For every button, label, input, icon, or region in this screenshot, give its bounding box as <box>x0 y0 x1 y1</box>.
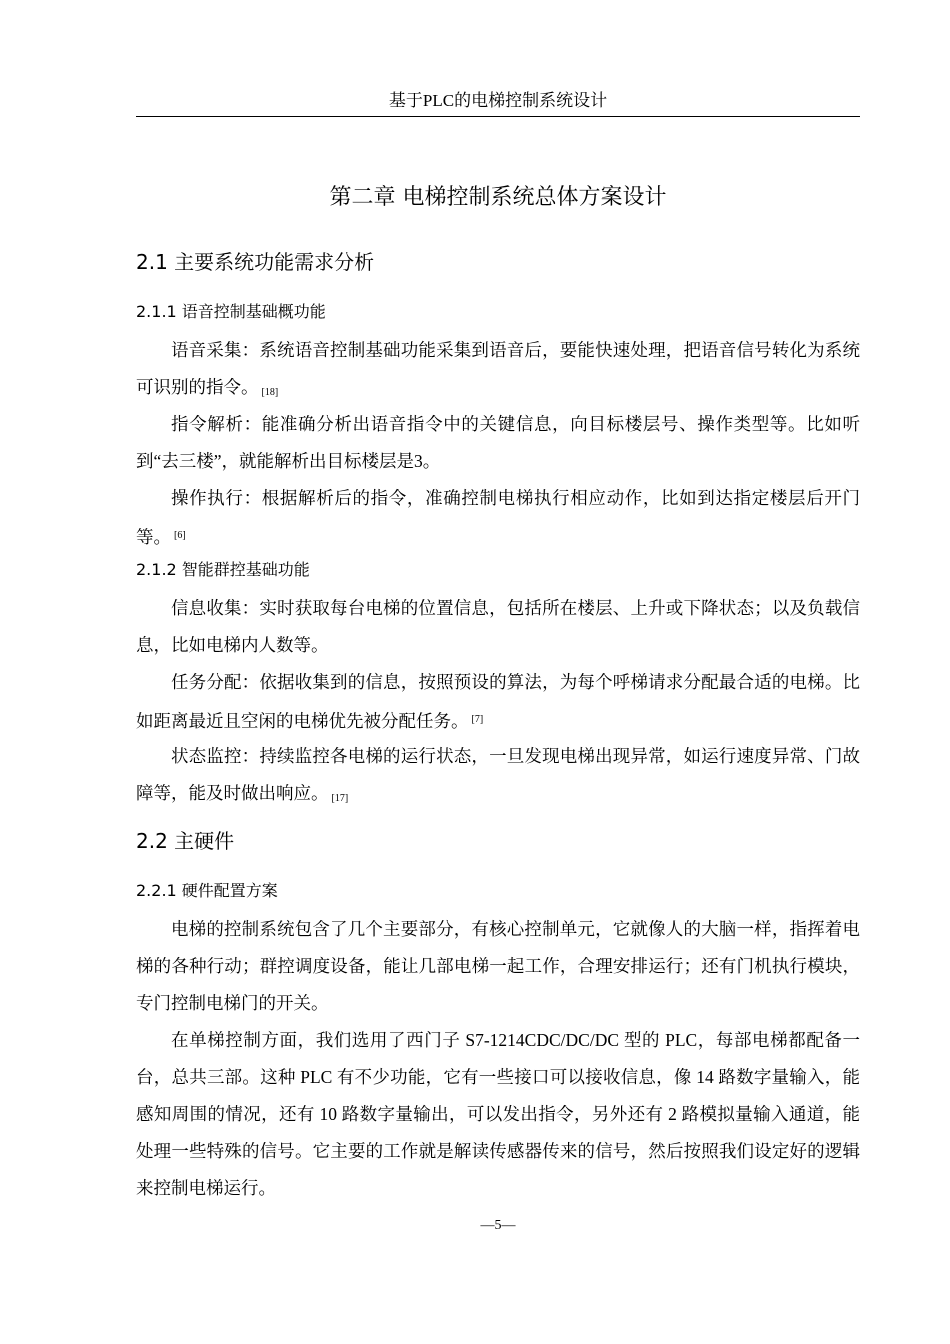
paragraph-text: 状态监控：持续监控各电梯的运行状态，一旦发现电梯出现异常，如运行速度异常、门故障等，能及时做出响应。 <box>136 746 860 803</box>
paragraph-text: 操作执行：根据解析后的指令，准确控制电梯执行相应动作，比如到达指定楼层后开门等。 <box>136 488 860 547</box>
running-header: 基于PLC的电梯控制系统设计 <box>136 88 860 117</box>
paragraph-text: 语音采集：系统语音控制基础功能采集到语音后，要能快速处理，把语音信号转化为系统可识别的指令。 <box>136 340 860 397</box>
section-heading-2-2: 2.2 主硬件 <box>136 829 235 853</box>
citation-ref: [17] <box>331 793 349 804</box>
page-number: —5— <box>480 1218 516 1233</box>
subsection-heading-2-1-2: 2.1.2 智能群控基础功能 <box>136 560 310 579</box>
paragraph-text: 信息收集：实时获取每台电梯的位置信息，包括所在楼层、上升或下降状态；以及负载信息，比如电梯内人数等。 <box>136 598 860 655</box>
paragraph-text: 任务分配：依据收集到的信息，按照预设的算法，为每个呼梯请求分配最合适的电梯。比如距离最近且空闲的电梯优先被分配任务。 <box>136 672 860 731</box>
paragraph-control-system-overview <box>136 911 860 1022</box>
citation-ref: [6] <box>174 530 186 541</box>
paragraph-voice-capture <box>136 332 860 411</box>
subsection-heading-2-2-1: 2.2.1 硬件配置方案 <box>136 881 278 900</box>
citation-ref: [18] <box>261 387 279 398</box>
paragraph-text: 电梯的控制系统包含了几个主要部分，有核心控制单元，它就像人的大脑一样，指挥着电梯的各种行动；群控调度设备，能让几部电梯一起工作，合理安排运行；还有门机执行模块，专门控制电梯门的开关。 <box>136 919 860 1013</box>
paragraph-info-collection <box>136 590 860 664</box>
paragraph-plc-selection <box>136 1022 860 1207</box>
paragraph-text: 指令解析：能准确分析出语音指令中的关键信息，向目标楼层号、操作类型等。比如听到“去三楼”，就能解析出目标楼层是3。 <box>136 414 860 471</box>
paragraph-status-monitoring <box>136 738 860 817</box>
subsection-heading-2-1-1: 2.1.1 语音控制基础概功能 <box>136 302 326 321</box>
citation-ref: [7] <box>471 714 484 725</box>
paragraph-operation-execution <box>136 480 860 556</box>
paragraph-command-parsing <box>136 406 860 480</box>
section-heading-2-1: 2.1 主要系统功能需求分析 <box>136 250 375 274</box>
paragraph-text: 在单梯控制方面，我们选用了西门子 S7-1214CDC/DC/DC 型的 PLC，每部电梯都配备一台，总共三部。这种 PLC 有不少功能，它有一些接口可以接收信息，像 14 路数字量输入，能感知周围的情况，还有 10 路数字量输出，可以发出指令，另外还有 2 路模拟量输入通道，能处理一些特殊的信号。它主要的工作就是解读传感器传来的信号，然后按照我们设定好的逻辑来控制电梯运行。 <box>136 1030 860 1198</box>
paragraph-task-allocation <box>136 664 860 740</box>
chapter-title: 第二章 电梯控制系统总体方案设计 <box>329 185 667 210</box>
